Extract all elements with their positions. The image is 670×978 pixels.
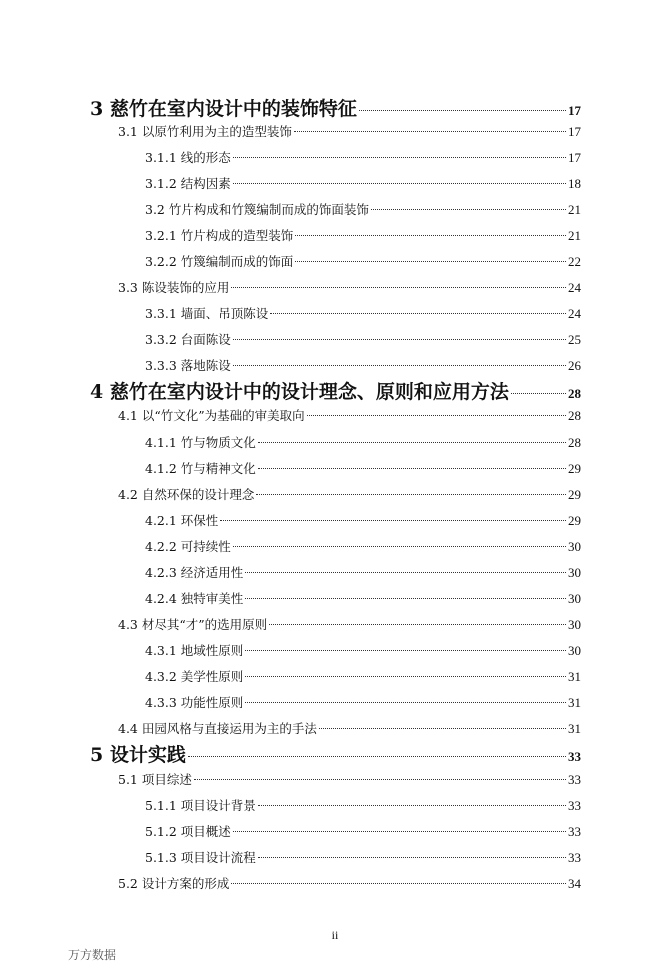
toc-entry[interactable] xyxy=(145,848,581,866)
toc-entry-page: 33 xyxy=(568,772,581,787)
toc-entry-page: 31 xyxy=(568,721,581,736)
toc-leader xyxy=(220,520,566,521)
toc-entry-page: 30 xyxy=(568,617,581,632)
toc-entry-page: 31 xyxy=(568,695,581,710)
toc-entry-title: 3.3.3 落地陈设 xyxy=(145,358,231,373)
toc-leader xyxy=(194,779,566,780)
toc-entry[interactable] xyxy=(118,719,581,737)
toc-entry-page: 28 xyxy=(568,408,581,423)
toc-leader xyxy=(233,365,566,366)
toc-entry[interactable] xyxy=(145,356,581,374)
toc-leader xyxy=(295,261,566,262)
toc-entry-title: 4 慈竹在室内设计中的设计理念、原则和应用方法 xyxy=(90,381,509,403)
toc-entry-page: 18 xyxy=(568,176,581,191)
toc-leader xyxy=(245,598,566,599)
toc-entry-page: 24 xyxy=(568,306,581,321)
toc-entry-title: 4.3.3 功能性原则 xyxy=(145,695,244,710)
toc-entry-title: 3.3.1 墙面、吊顶陈设 xyxy=(145,306,269,321)
toc-entry-title: 5.1.1 项目设计背景 xyxy=(145,798,256,813)
toc-entry[interactable] xyxy=(145,796,581,814)
toc-entry-page: 25 xyxy=(568,332,581,347)
toc-leader xyxy=(233,157,566,158)
toc-entry[interactable] xyxy=(145,537,581,555)
toc-entry-title: 4.1.2 竹与精神文化 xyxy=(145,461,256,476)
toc-entry-page: 21 xyxy=(568,228,581,243)
toc-entry-page: 30 xyxy=(568,565,581,580)
toc-entry[interactable] xyxy=(145,148,581,166)
toc-entry-title: 3.2 竹片构成和竹篾编制而成的饰面装饰 xyxy=(145,202,369,217)
toc-leader xyxy=(294,131,566,132)
toc-entry[interactable] xyxy=(145,693,581,711)
toc-entry[interactable] xyxy=(145,511,581,529)
toc-entry-title: 3.1.1 线的形态 xyxy=(145,150,231,165)
toc-leader xyxy=(295,235,566,236)
toc-leader xyxy=(258,442,566,443)
toc-entry-title: 4.4 田园风格与直接运用为主的手法 xyxy=(118,721,317,736)
toc-entry[interactable] xyxy=(118,122,581,140)
toc-entry[interactable] xyxy=(145,589,581,607)
toc-entry[interactable] xyxy=(145,226,581,244)
toc-entry-title: 5.1.3 项目设计流程 xyxy=(145,850,256,865)
toc-leader xyxy=(359,110,566,111)
toc-entry-page: 24 xyxy=(568,280,581,295)
toc-entry-page: 33 xyxy=(568,824,581,839)
toc-leader xyxy=(233,339,566,340)
toc-entry-title: 3.2.2 竹篾编制而成的饰面 xyxy=(145,254,294,269)
toc-entry[interactable] xyxy=(118,615,581,633)
toc-entry-page: 33 xyxy=(568,749,581,764)
toc-entry-page: 21 xyxy=(568,202,581,217)
toc-entry[interactable] xyxy=(145,200,581,218)
toc-entry-page: 33 xyxy=(568,798,581,813)
toc-entry-title: 4.3.1 地域性原则 xyxy=(145,643,244,658)
toc-entry-page: 29 xyxy=(568,513,581,528)
toc-entry[interactable] xyxy=(118,874,581,892)
toc-entry-page: 30 xyxy=(568,591,581,606)
toc-leader xyxy=(233,546,566,547)
toc-leader xyxy=(231,287,566,288)
toc-entry-title: 4.2.3 经济适用性 xyxy=(145,565,244,580)
toc-entry-title: 4.2 自然环保的设计理念 xyxy=(118,487,255,502)
toc-entry[interactable] xyxy=(145,822,581,840)
toc-entry-title: 3.3 陈设装饰的应用 xyxy=(118,280,230,295)
toc-entry[interactable] xyxy=(145,563,581,581)
toc-entry[interactable] xyxy=(145,330,581,348)
toc-entry-title: 3.1.2 结构因素 xyxy=(145,176,231,191)
toc-leader xyxy=(231,883,566,884)
toc-entry-title: 5.1 项目综述 xyxy=(118,772,192,787)
toc-entry-title: 4.2.4 独特审美性 xyxy=(145,591,244,606)
watermark-text: 万方数据 xyxy=(68,948,117,962)
toc-entry-page: 26 xyxy=(568,358,581,373)
toc-entry-page: 28 xyxy=(568,386,581,401)
toc-leader xyxy=(233,183,566,184)
toc-entry[interactable] xyxy=(118,406,581,424)
toc-entry-title: 3.1 以原竹利用为主的造型装饰 xyxy=(118,124,292,139)
toc-leader xyxy=(270,313,566,314)
page-number: ii xyxy=(331,928,339,942)
toc-entry-title: 4.3.2 美学性原则 xyxy=(145,669,244,684)
toc-entry-page: 30 xyxy=(568,643,581,658)
toc-entry[interactable] xyxy=(145,252,581,270)
toc-entry[interactable] xyxy=(145,667,581,685)
toc-entry[interactable] xyxy=(145,433,581,451)
toc-leader xyxy=(233,831,566,832)
toc-entry[interactable] xyxy=(145,174,581,192)
toc-leader xyxy=(188,756,566,757)
toc-leader xyxy=(245,572,566,573)
toc-entry-page: 34 xyxy=(568,876,581,891)
toc-entry-page: 17 xyxy=(568,103,581,118)
toc-entry-page: 28 xyxy=(568,435,581,450)
toc-entry-title: 4.1 以“竹文化”为基础的审美取向 xyxy=(118,408,305,423)
toc-entry-page: 29 xyxy=(568,461,581,476)
toc-leader xyxy=(258,805,566,806)
toc-entry-title: 5.1.2 项目概述 xyxy=(145,824,231,839)
toc-entry-title: 4.3 材尽其“才”的选用原则 xyxy=(118,617,268,632)
toc-entry[interactable] xyxy=(90,377,581,404)
toc-leader xyxy=(258,468,566,469)
toc-entry-page: 30 xyxy=(568,539,581,554)
toc-leader xyxy=(245,676,566,677)
toc-leader xyxy=(511,393,566,394)
toc-entry-page: 17 xyxy=(568,150,581,165)
toc-entry-page: 22 xyxy=(568,254,581,269)
toc-entry-page: 17 xyxy=(568,124,581,139)
toc-entry-title: 3.3.2 台面陈设 xyxy=(145,332,231,347)
toc-entry-title: 5 设计实践 xyxy=(90,744,186,766)
toc-entry-page: 29 xyxy=(568,487,581,502)
toc-entry-title: 3 慈竹在室内设计中的装饰特征 xyxy=(90,98,357,120)
toc-leader xyxy=(245,650,566,651)
toc-entry-title: 4.2.2 可持续性 xyxy=(145,539,231,554)
toc-entry-page: 33 xyxy=(568,850,581,865)
toc-entry[interactable] xyxy=(90,94,581,121)
toc-entry-page: 31 xyxy=(568,669,581,684)
toc-entry-title: 4.1.1 竹与物质文化 xyxy=(145,435,256,450)
toc-leader xyxy=(371,209,566,210)
toc-entry[interactable] xyxy=(118,770,581,788)
toc-entry-title: 4.2.1 环保性 xyxy=(145,513,219,528)
toc-leader xyxy=(307,415,566,416)
toc-leader xyxy=(269,624,566,625)
toc-entry[interactable] xyxy=(145,304,581,322)
toc-leader xyxy=(319,728,566,729)
toc-leader xyxy=(258,857,566,858)
toc-entry[interactable] xyxy=(118,485,581,503)
toc-entry-title: 5.2 设计方案的形成 xyxy=(118,876,230,891)
toc-entry[interactable] xyxy=(90,740,581,767)
toc-entry[interactable] xyxy=(145,459,581,477)
toc-entry[interactable] xyxy=(118,278,581,296)
toc-leader xyxy=(245,702,566,703)
toc-entry[interactable] xyxy=(145,641,581,659)
toc-leader xyxy=(256,494,566,495)
toc-entry-title: 3.2.1 竹片构成的造型装饰 xyxy=(145,228,294,243)
